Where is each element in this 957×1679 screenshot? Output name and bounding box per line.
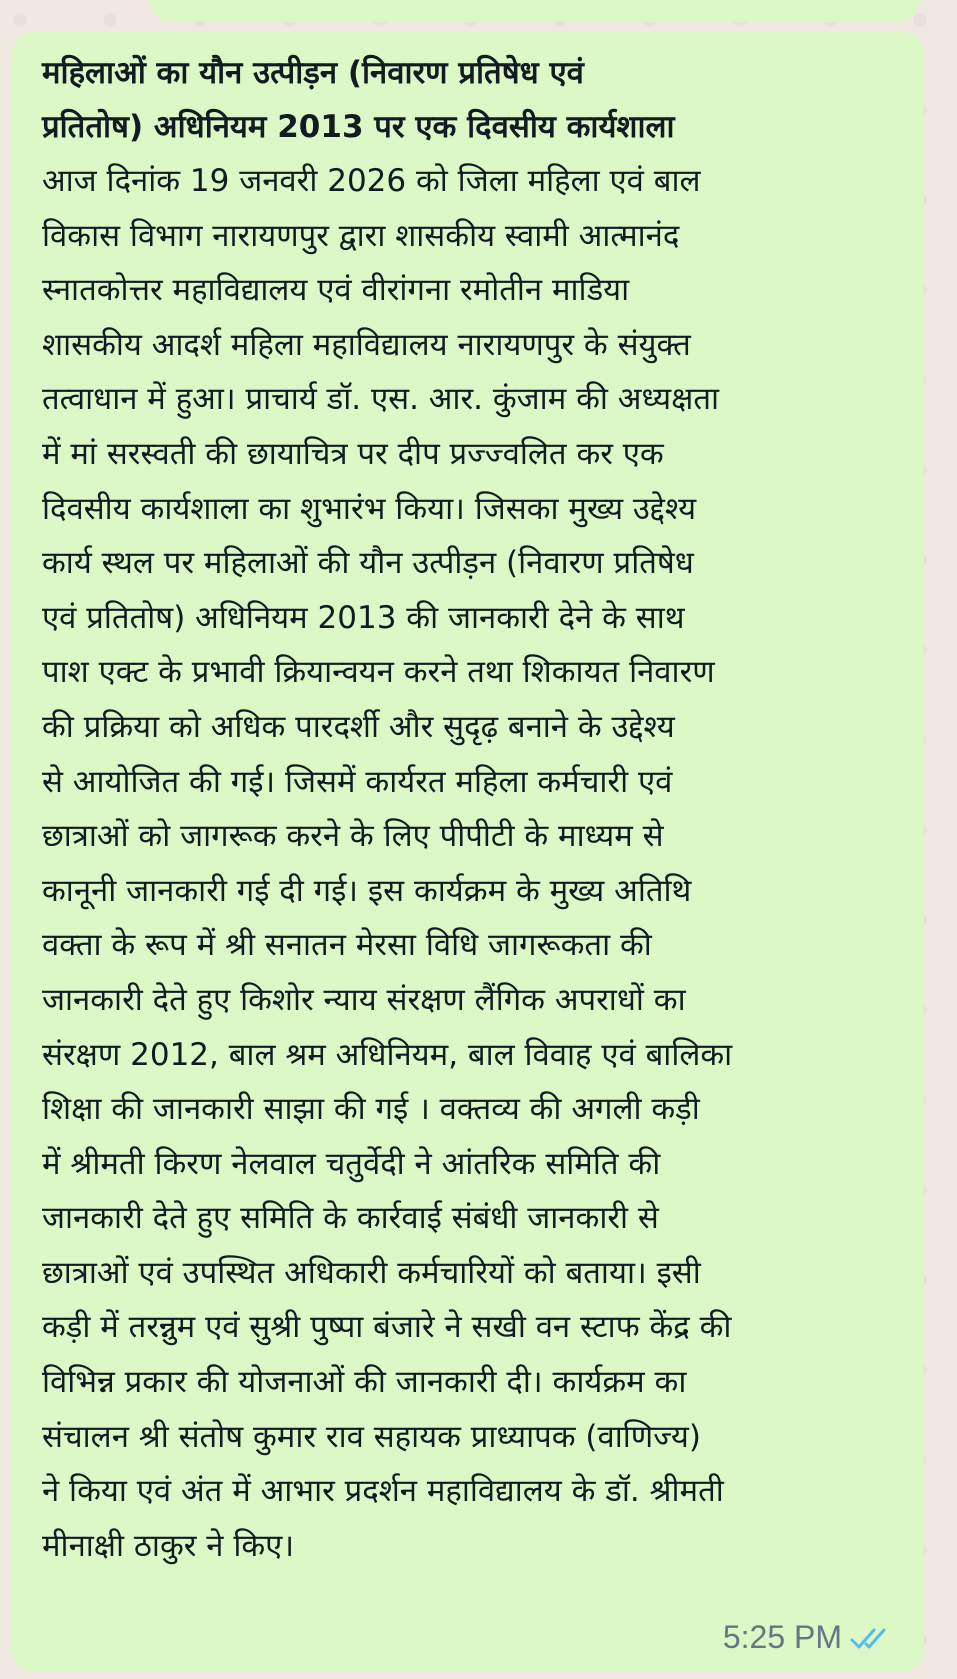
message-body-line: छात्राओं एवं उपस्थित अधिकारी कर्मचारियों को बताया। इसी — [42, 1254, 701, 1291]
message-body-line: से आयोजित की गई। जिसमें कार्यरत महिला कर्मचारी एवं — [42, 763, 673, 800]
message-body-line: विभिन्न प्रकार की योजनाओं की जानकारी दी। कार्यक्रम का — [42, 1364, 687, 1401]
message-body-line: छात्राओं को जागरूक करने के लिए पीपीटी के माध्यम से — [42, 818, 664, 855]
message-timestamp: 5:25 PM — [722, 1619, 842, 1655]
message-body-line: में श्रीमती किरण नेलवाल चतुर्वेदी ने आंतरिक समिति की — [42, 1145, 661, 1182]
double-check-read-icon — [850, 1624, 894, 1652]
message-body-line: स्नातकोत्तर महाविद्यालय एवं वीरांगना रमोतीन माडिया — [42, 272, 630, 309]
message-body-line: कार्य स्थल पर महिलाओं की यौन उत्पीड़न (निवारण प्रतिषेध — [42, 545, 694, 582]
message-meta — [723, 1619, 894, 1656]
message-body-line: कड़ी में तरन्नुम एवं सुश्री पुष्पा बंजारे ने सखी वन स्टाफ केंद्र की — [42, 1309, 732, 1346]
message-body-line: जानकारी देते हुए समिति के कार्रवाई संबंधी जानकारी से — [42, 1200, 659, 1237]
message-body-line: जानकारी देते हुए किशोर न्याय संरक्षण लैंगिक अपराधों का — [42, 981, 686, 1018]
message-body-line: पाश एक्ट के प्रभावी क्रियान्वयन करने तथा शिकायत निवारण — [42, 654, 715, 691]
message-body-line: संचालन श्री संतोष कुमार राव सहायक प्राध्यापक (वाणिज्य) — [42, 1418, 702, 1455]
message-title-line: प्रतितोष) अधिनियम 2013 पर एक दिवसीय कार्यशाला — [42, 109, 675, 145]
message-body-line: तत्वाधान में हुआ। प्राचार्य डॉ. एस. आर. कुंजाम की अध्यक्षता — [42, 381, 720, 418]
message-title-line: महिलाओं का यौन उत्पीड़न (निवारण प्रतिषेध एवं — [42, 55, 584, 91]
message-body — [42, 154, 896, 1573]
message-body-line: मीनाक्षी ठाकुर ने किए। — [42, 1527, 295, 1564]
message-body-line: संरक्षण 2012, बाल श्रम अधिनियम, बाल विवाह एवं बालिका — [42, 1036, 733, 1073]
message-body-line: वक्ता के रूप में श्री सनातन मेरसा विधि जागरूकता की — [42, 927, 652, 964]
message-body-line: शासकीय आदर्श महिला महाविद्यालय नारायणपुर के संयुक्त — [42, 326, 691, 363]
message-body-line: शिक्षा की जानकारी साझा की गई । वक्तव्य की अगली कड़ी — [42, 1091, 700, 1128]
message-body-line: विकास विभाग नारायणपुर द्वारा शासकीय स्वामी आत्मानंद — [42, 217, 680, 254]
message-bubble[interactable] — [12, 32, 924, 1672]
previous-message-bubble[interactable] — [150, 0, 920, 22]
message-body-line: कानूनी जानकारी गई दी गई। इस कार्यक्रम के मुख्य अतिथि — [42, 872, 692, 909]
message-body-line: ने किया एवं अंत में आभार प्रदर्शन महाविद्यालय के डॉ. श्रीमती — [42, 1473, 724, 1510]
message-body-line: दिवसीय कार्यशाला का शुभारंभ किया। जिसका मुख्य उद्देश्य — [42, 490, 697, 527]
message-body-line: में मां सरस्वती की छायाचित्र पर दीप प्रज्ज्वलित कर एक — [42, 435, 664, 472]
message-body-line: की प्रक्रिया को अधिक पारदर्शी और सुदृढ़ बनाने के उद्देश्य — [42, 708, 675, 745]
message-title — [42, 46, 896, 154]
message-body-line: एवं प्रतितोष) अधिनियम 2013 की जानकारी देने के साथ — [42, 599, 685, 636]
message-body-line: आज दिनांक 19 जनवरी 2026 को जिला महिला एवं बाल — [42, 163, 701, 199]
